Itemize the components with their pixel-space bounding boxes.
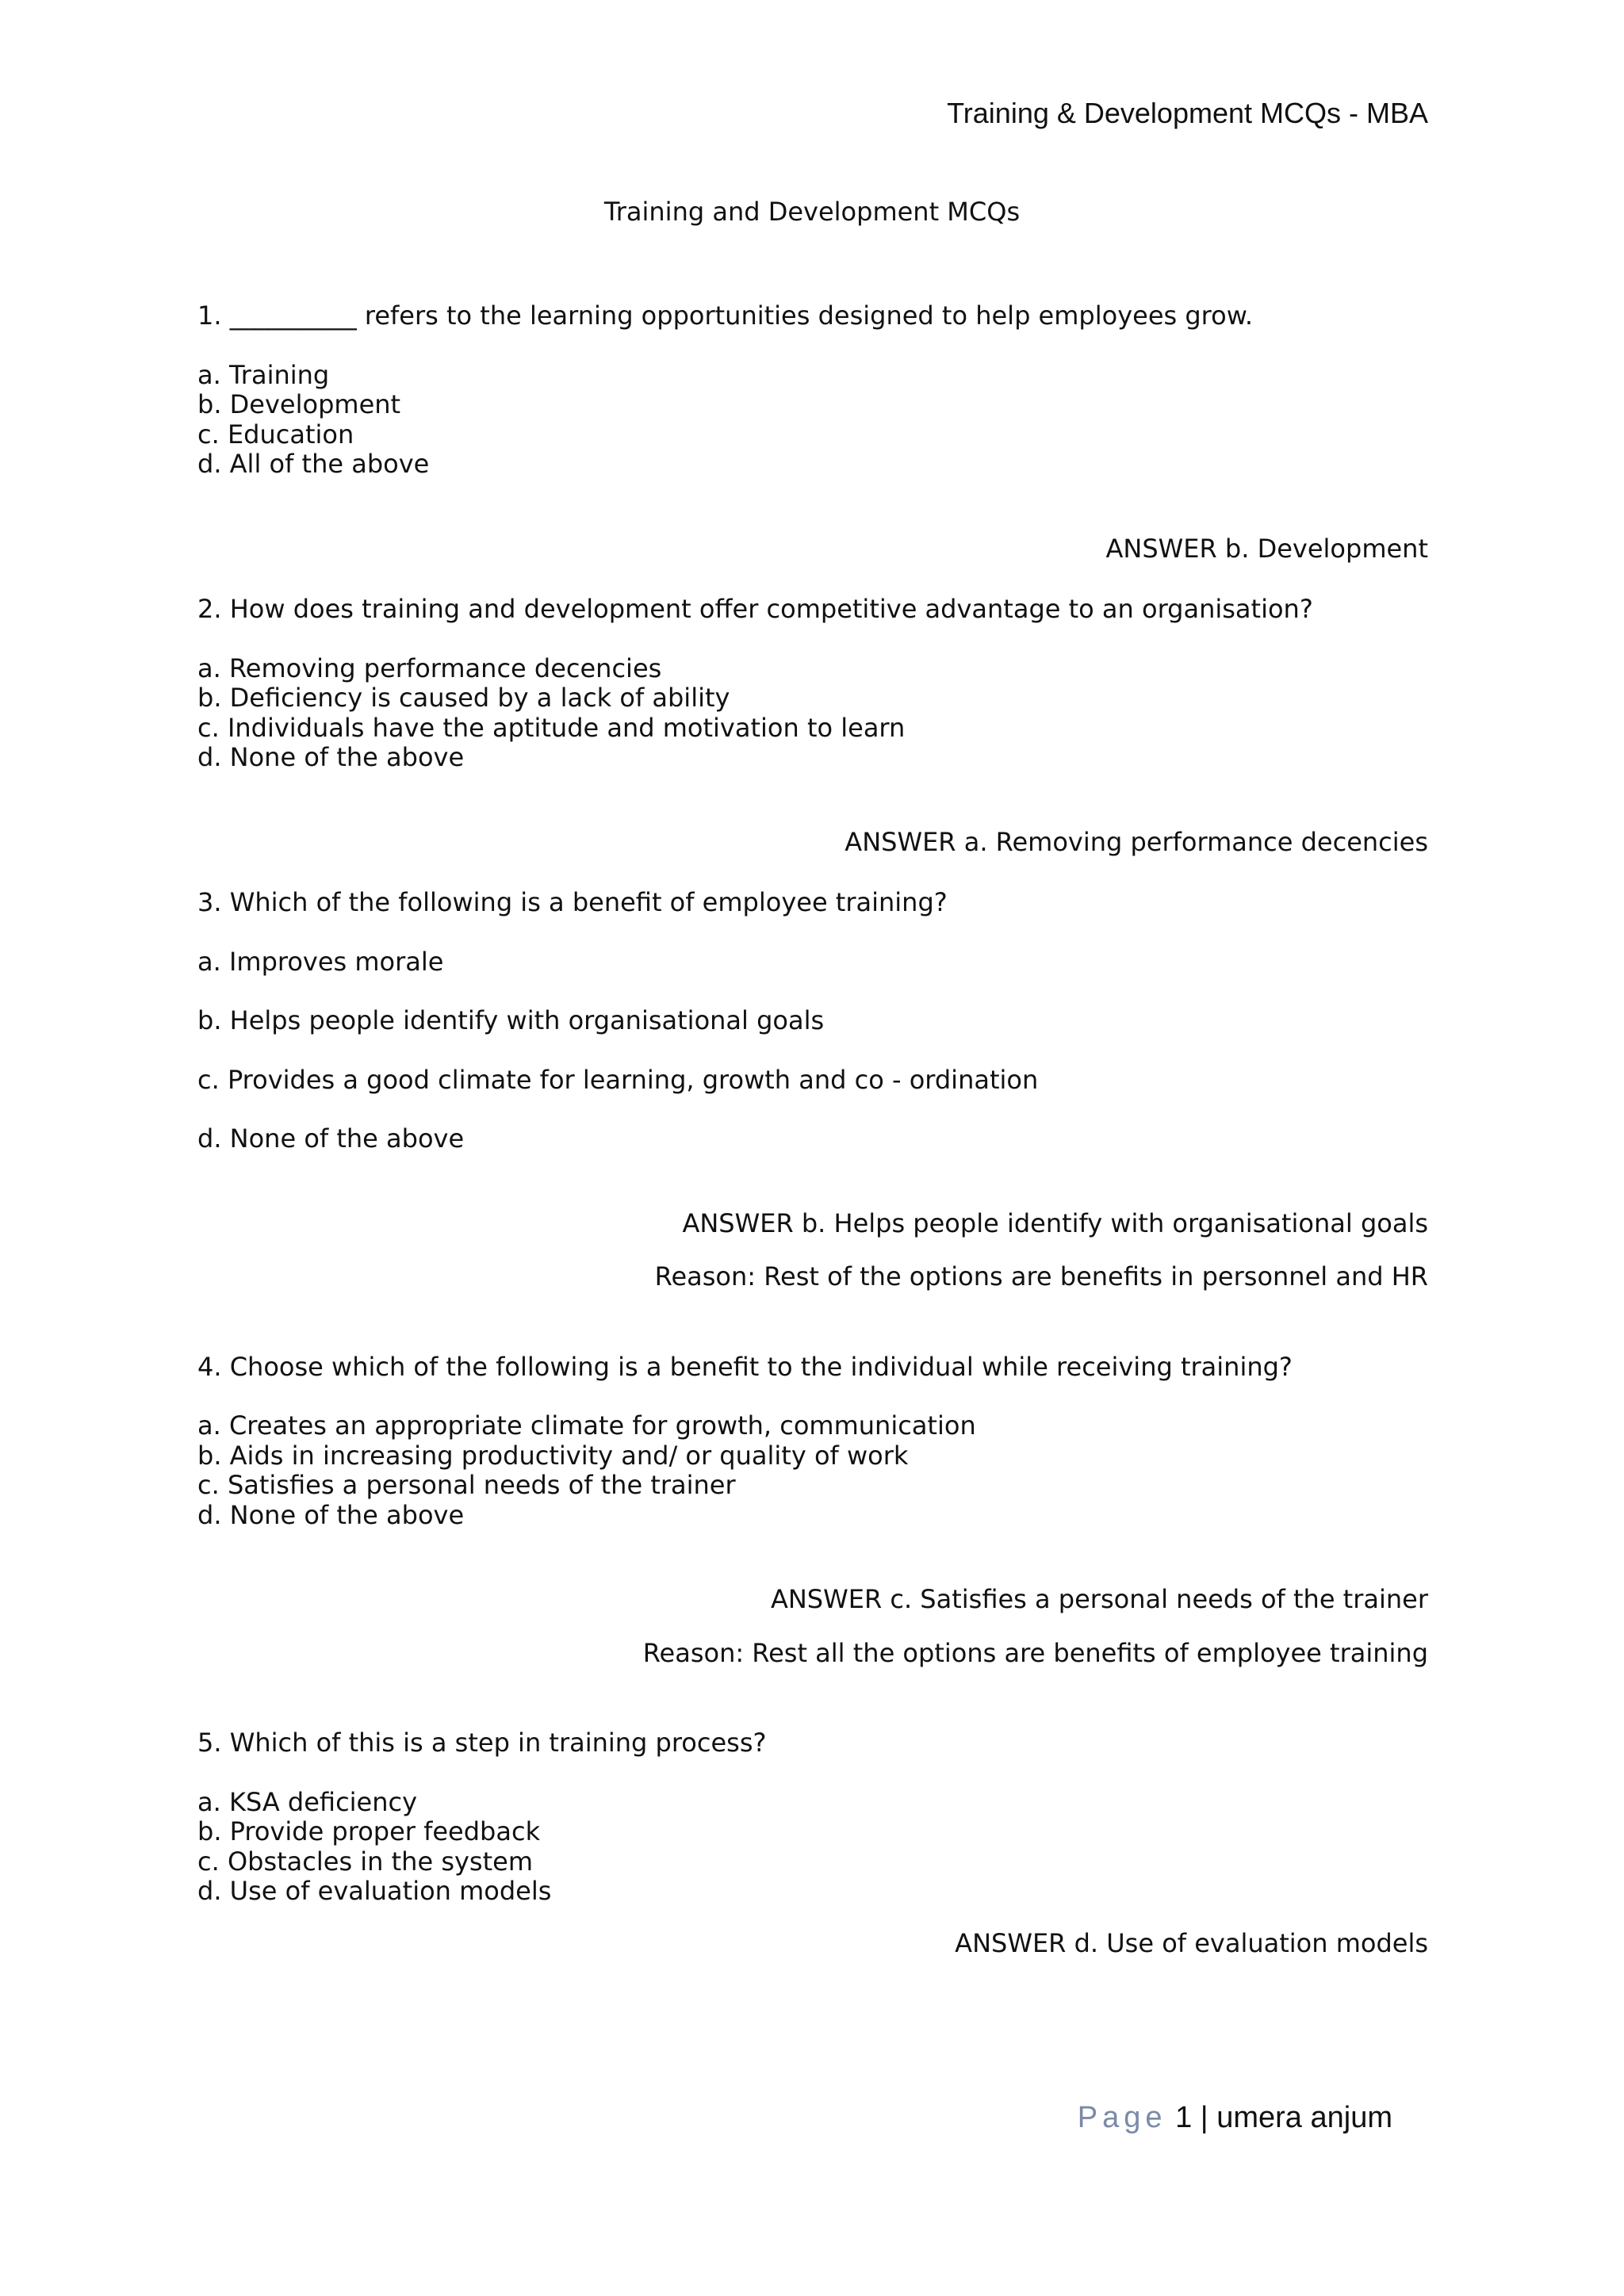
question-block-2	[197, 595, 1428, 857]
question-block-5	[197, 1728, 1428, 1958]
page-number: 1	[1175, 2101, 1193, 2134]
option-item: a. Improves morale	[197, 946, 444, 977]
question-text: 2. How does training and development offer competitive advantage to an organisation?	[197, 594, 1313, 624]
option-item: c. Provides a good climate for learning, growth and co - ordination	[197, 1064, 1039, 1095]
reason-text: Reason: Rest of the options are benefits in personnel and HR	[654, 1261, 1428, 1292]
option-item: d. None of the above	[197, 1123, 465, 1154]
options-list	[197, 654, 1428, 773]
question-block-3	[197, 888, 1428, 1292]
question-block-4	[197, 1353, 1428, 1669]
option-item: b. Aids in increasing productivity and/ or quality of work	[197, 1440, 909, 1471]
option-item: d. None of the above	[197, 1499, 465, 1530]
option-item: a. KSA deficiency	[197, 1786, 418, 1817]
answer-block	[197, 828, 1428, 858]
options-list	[197, 1788, 1428, 1907]
document-title: Training and Development MCQs	[603, 197, 1021, 227]
option-item: c. Satisfies a personal needs of the trainer	[197, 1470, 736, 1500]
question-text: 5. Which of this is a step in training process?	[197, 1728, 767, 1758]
options-list	[197, 1411, 1428, 1530]
page-label: Page	[1077, 2101, 1167, 2134]
footer-separator: |	[1200, 2101, 1208, 2134]
page-header: Training & Development MCQs - MBA	[947, 97, 1428, 129]
question-text: 4. Choose which of the following is a benefit to the individual while receiving training?	[197, 1351, 1293, 1382]
options-list	[197, 361, 1428, 480]
author-name: umera anjum	[1216, 2101, 1392, 2134]
answer-text: ANSWER b. Helps people identify with organisational goals	[682, 1207, 1428, 1238]
option-item: d. Use of evaluation models	[197, 1876, 552, 1906]
option-item: b. Development	[197, 389, 401, 419]
option-item: a. Removing performance decencies	[197, 652, 662, 683]
option-item: d. All of the above	[197, 449, 430, 479]
option-item: c. Education	[197, 419, 354, 450]
option-item: d. None of the above	[197, 742, 465, 772]
question-text: 1. __________ refers to the learning opportunities designed to help employees grow.	[197, 300, 1254, 331]
answer-block	[197, 1585, 1428, 1668]
option-item: c. Individuals have the aptitude and motivation to learn	[197, 712, 906, 743]
option-item: a. Training	[197, 359, 330, 390]
page-footer	[1078, 2101, 1392, 2135]
answer-block	[197, 1929, 1428, 1959]
mcq-content	[197, 301, 1428, 1989]
answer-text: ANSWER c. Satisfies a personal needs of the trainer	[770, 1584, 1428, 1614]
answer-block	[197, 534, 1428, 564]
option-item: b. Provide proper feedback	[197, 1816, 541, 1846]
answer-block	[197, 1209, 1428, 1292]
option-item: b. Helps people identify with organisational goals	[197, 1005, 825, 1035]
option-item: c. Obstacles in the system	[197, 1846, 533, 1877]
question-text: 3. Which of the following is a benefit of employee training?	[197, 887, 948, 917]
answer-text: ANSWER a. Removing performance decencies	[845, 826, 1428, 857]
answer-text: ANSWER b. Development	[1105, 533, 1428, 564]
question-block-1	[197, 301, 1428, 564]
options-list	[197, 947, 1428, 1154]
option-item: a. Creates an appropriate climate for growth, communication	[197, 1410, 976, 1441]
reason-text: Reason: Rest all the options are benefits of employee training	[642, 1637, 1428, 1668]
option-item: b. Deficiency is caused by a lack of ability	[197, 683, 730, 713]
answer-text: ANSWER d. Use of evaluation models	[955, 1927, 1428, 1958]
